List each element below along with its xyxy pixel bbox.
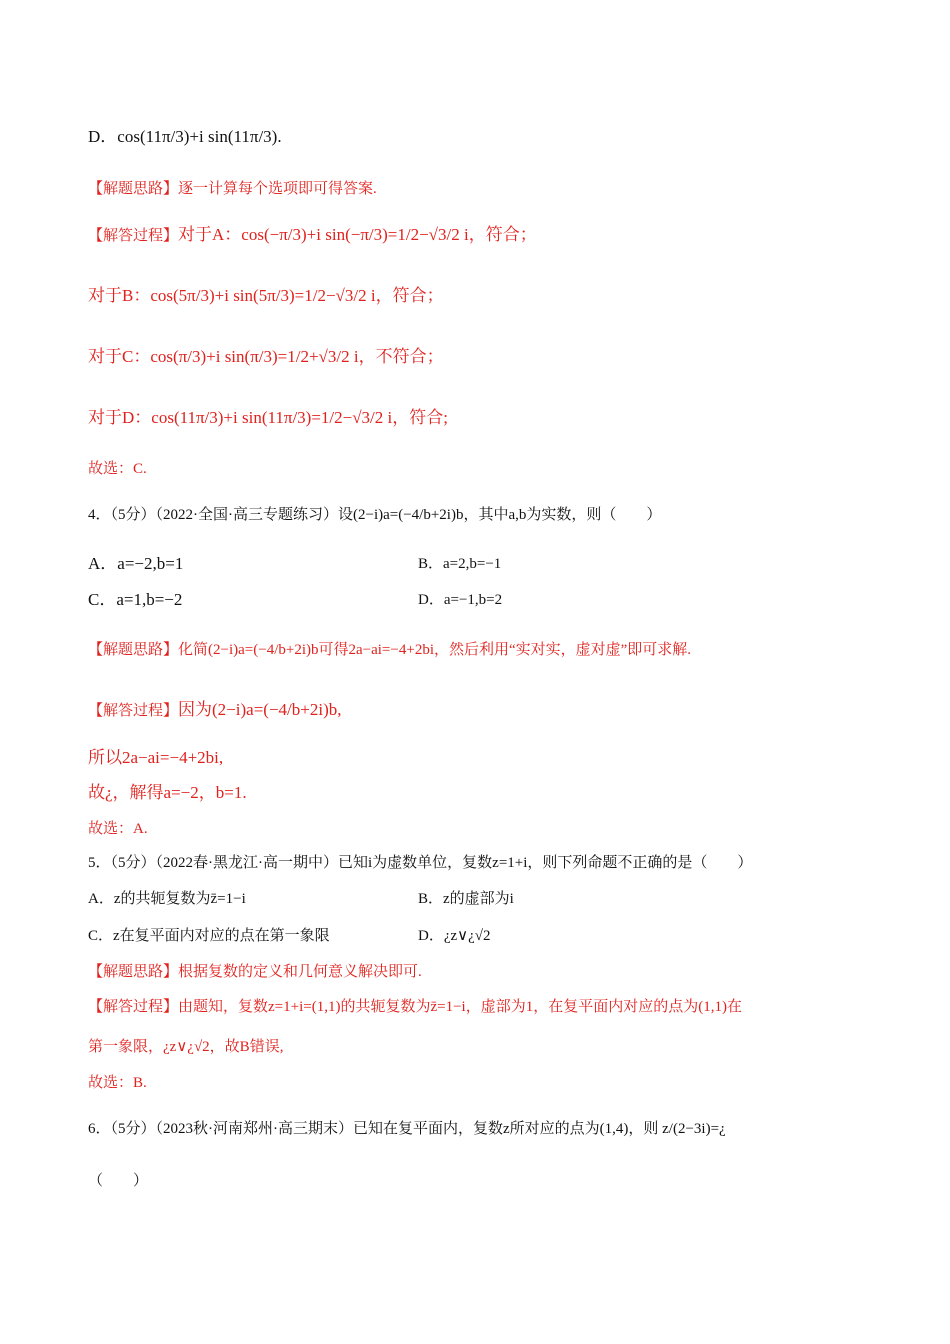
q3-proc-a: 对于A：cos(−π/3)+i sin(−π/3)=1/2−√3/2 i，符合； [178, 225, 537, 244]
q4-proc-2: 所以2a−ai=−4+2bi, [88, 748, 224, 767]
q4-proc-1: 因为(2−i)a=(−4/b+2i)b, [178, 700, 342, 719]
q3-proc-b: 对于B：cos(5π/3)+i sin(5π/3)=1/2−√3/2 i，符合； [88, 286, 444, 305]
q4-answer: 故选：A. [88, 821, 148, 837]
q5-proc-1-line [88, 996, 742, 1018]
q4-stem: 4．（5分）（2022·全国·高三专题练习）设(2−i)a=(−4/b+2i)b，其中a,b为实数，则（ ） [88, 507, 662, 523]
q4-option-c: C．a=1,b=−2 [88, 590, 183, 609]
q3-answer: 故选：C. [88, 461, 147, 477]
q5-answer: 故选：B. [88, 1075, 147, 1091]
q4-idea-tag: 【解题思路】 [88, 642, 179, 658]
q3-proc-tag: 【解答过程】 [88, 228, 179, 244]
q4-idea [88, 639, 691, 661]
q4-proc-3: 故¿，解得a=−2，b=1. [88, 783, 247, 802]
q6-stem: 6．（5分）（2023秋·河南郑州·高三期末）已知在复平面内，复数z所对应的点为(1,4)，则 z/(2−3i)=¿ [88, 1121, 726, 1137]
q5-option-b: B．z的虚部为i [418, 891, 514, 907]
q5-option-a: A．z的共轭复数为z̄=1−i [88, 891, 246, 907]
q5-stem: 5．（5分）（2022春·黑龙江·高一期中）已知i为虚数单位，复数z=1+i，则下列命题不正确的是（ ） [88, 855, 753, 871]
q5-idea [88, 961, 422, 983]
q5-proc-1: 由题知，复数z=1+i=(1,1)的共轭复数为z̄=1−i，虚部为1，在复平面内对应的点为(1,1)在 [178, 999, 742, 1015]
q5-idea-tag: 【解题思路】 [88, 964, 179, 980]
q3-option-d: D．cos(11π/3)+i sin(11π/3). [88, 127, 282, 146]
q6-blank: （ ） [88, 1173, 149, 1189]
q3-proc-d: 对于D：cos(11π/3)+i sin(11π/3)=1/2−√3/2 i，符合; [88, 408, 448, 427]
q4-proc-tag: 【解答过程】 [88, 703, 179, 719]
q4-option-a: A．a=−2,b=1 [88, 554, 184, 573]
q4-option-b: B．a=2,b=−1 [418, 556, 502, 572]
q3-proc-a-line [88, 224, 537, 247]
q5-idea-text: 根据复数的定义和几何意义解决即可. [178, 964, 422, 980]
q3-proc-c: 对于C：cos(π/3)+i sin(π/3)=1/2+√3/2 i，不符合； [88, 347, 444, 366]
q5-proc-tag: 【解答过程】 [88, 999, 179, 1015]
q5-option-d: D．¿z∨¿√2 [418, 928, 491, 944]
q5-option-c: C．z在复平面内对应的点在第一象限 [88, 928, 330, 944]
q3-idea-text: 逐一计算每个选项即可得答案. [178, 181, 377, 197]
q4-proc-1-line [88, 699, 341, 722]
q5-proc-2: 第一象限，¿z∨¿√2，故B错误, [88, 1039, 284, 1055]
q4-option-d: D．a=−1,b=2 [418, 592, 503, 608]
q3-idea-tag: 【解题思路】 [88, 181, 179, 197]
q3-idea [88, 178, 377, 200]
q4-idea-text: 化简(2−i)a=(−4/b+2i)b可得2a−ai=−4+2bi，然后利用“实对实，虚对虚”即可求解. [178, 642, 692, 658]
